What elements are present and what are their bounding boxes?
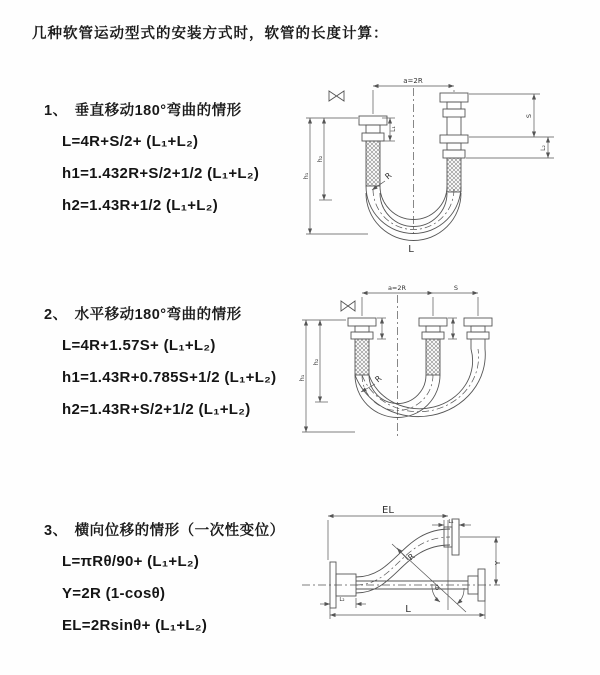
left-pipe-fitting xyxy=(359,116,387,186)
dim-label-l: L xyxy=(405,604,411,615)
dim-label-r: R xyxy=(383,170,394,182)
dim-label-l2: L₂ xyxy=(540,145,547,151)
dim-label-a2r: a=2R xyxy=(387,284,407,292)
section-3-number: 3、 xyxy=(44,523,68,539)
formula-h1: h1=1.432R+S/2+1/2 (L₁+L₂) xyxy=(62,165,260,182)
valve-icon xyxy=(341,301,355,311)
formula-l: L=4R+1.57S+ (L₁+L₂) xyxy=(62,337,216,354)
section-1-number: 1、 xyxy=(44,103,68,119)
diagram-horizontal-180-bend xyxy=(298,280,582,456)
dim-label-l1: L₁ xyxy=(448,519,454,525)
dim-label-l2: L₂ xyxy=(339,597,345,603)
section-1 xyxy=(44,96,259,222)
dim-label-h2: h₂ xyxy=(316,155,324,163)
page-title: 几种软管运动型式的安装方式时，软管的长度计算： xyxy=(32,26,389,42)
formula-l: L=4R+S/2+ (L₁+L₂) xyxy=(62,133,199,150)
radius-leader xyxy=(361,384,375,392)
right-pipe-fitting xyxy=(464,318,492,349)
diagram-lateral-displacement xyxy=(300,498,598,650)
formula-h1: h1=1.43R+0.785S+1/2 (L₁+L₂) xyxy=(62,369,277,386)
section-2 xyxy=(44,300,276,426)
left-pipe-fitting xyxy=(348,318,376,375)
right-pipe-fitting xyxy=(440,93,468,192)
valve-icon xyxy=(329,91,344,101)
dim-label-h1: h₁ xyxy=(298,374,306,382)
dim-label-r: R xyxy=(406,551,417,563)
diagram-vertical-180-bend xyxy=(302,74,578,260)
dim-label-s: S xyxy=(525,113,533,119)
dim-label-h1: h₁ xyxy=(302,172,310,180)
dim-label-el: EL xyxy=(382,505,394,516)
dim-label-s: S xyxy=(453,284,459,292)
formula-y: Y=2R (1-cosθ) xyxy=(62,585,166,602)
dim-a2r-s xyxy=(362,293,478,316)
formula-el: EL=2Rsinθ+ (L₁+L₂) xyxy=(62,617,208,634)
hose-u-bend-2 xyxy=(355,349,485,417)
dim-h xyxy=(302,320,355,432)
dim-label-y: Y xyxy=(494,560,502,566)
section-2-title: 水平移动180°弯曲的情形 xyxy=(74,307,242,323)
dim-label-h2: h₂ xyxy=(312,358,320,366)
dim-label-a2r: a=2R xyxy=(403,77,423,85)
formula-h2: h2=1.43R+S/2+1/2 (L₁+L₂) xyxy=(62,401,251,418)
section-1-heading xyxy=(44,96,259,126)
section-3-title: 横向位移的情形（一次性变位） xyxy=(74,523,285,539)
section-3 xyxy=(44,516,285,642)
dim-label-l: L xyxy=(408,244,414,255)
dim-label-theta: θ xyxy=(435,584,439,592)
formula-l: L=πRθ/90+ (L₁+L₂) xyxy=(62,553,200,570)
section-1-title: 垂直移动180°弯曲的情形 xyxy=(74,103,242,119)
formula-h2: h2=1.43R+1/2 (L₁+L₂) xyxy=(62,197,219,214)
dim-label-l1: L₁ xyxy=(390,126,397,132)
section-2-heading xyxy=(44,300,276,330)
angle-construction xyxy=(392,544,466,612)
dim-h xyxy=(306,118,368,234)
dim-fitting-ticks xyxy=(377,318,457,339)
middle-pipe-fitting xyxy=(419,318,447,375)
section-3-heading xyxy=(44,516,285,546)
section-2-number: 2、 xyxy=(44,307,68,323)
dim-label-r: R xyxy=(373,373,384,385)
